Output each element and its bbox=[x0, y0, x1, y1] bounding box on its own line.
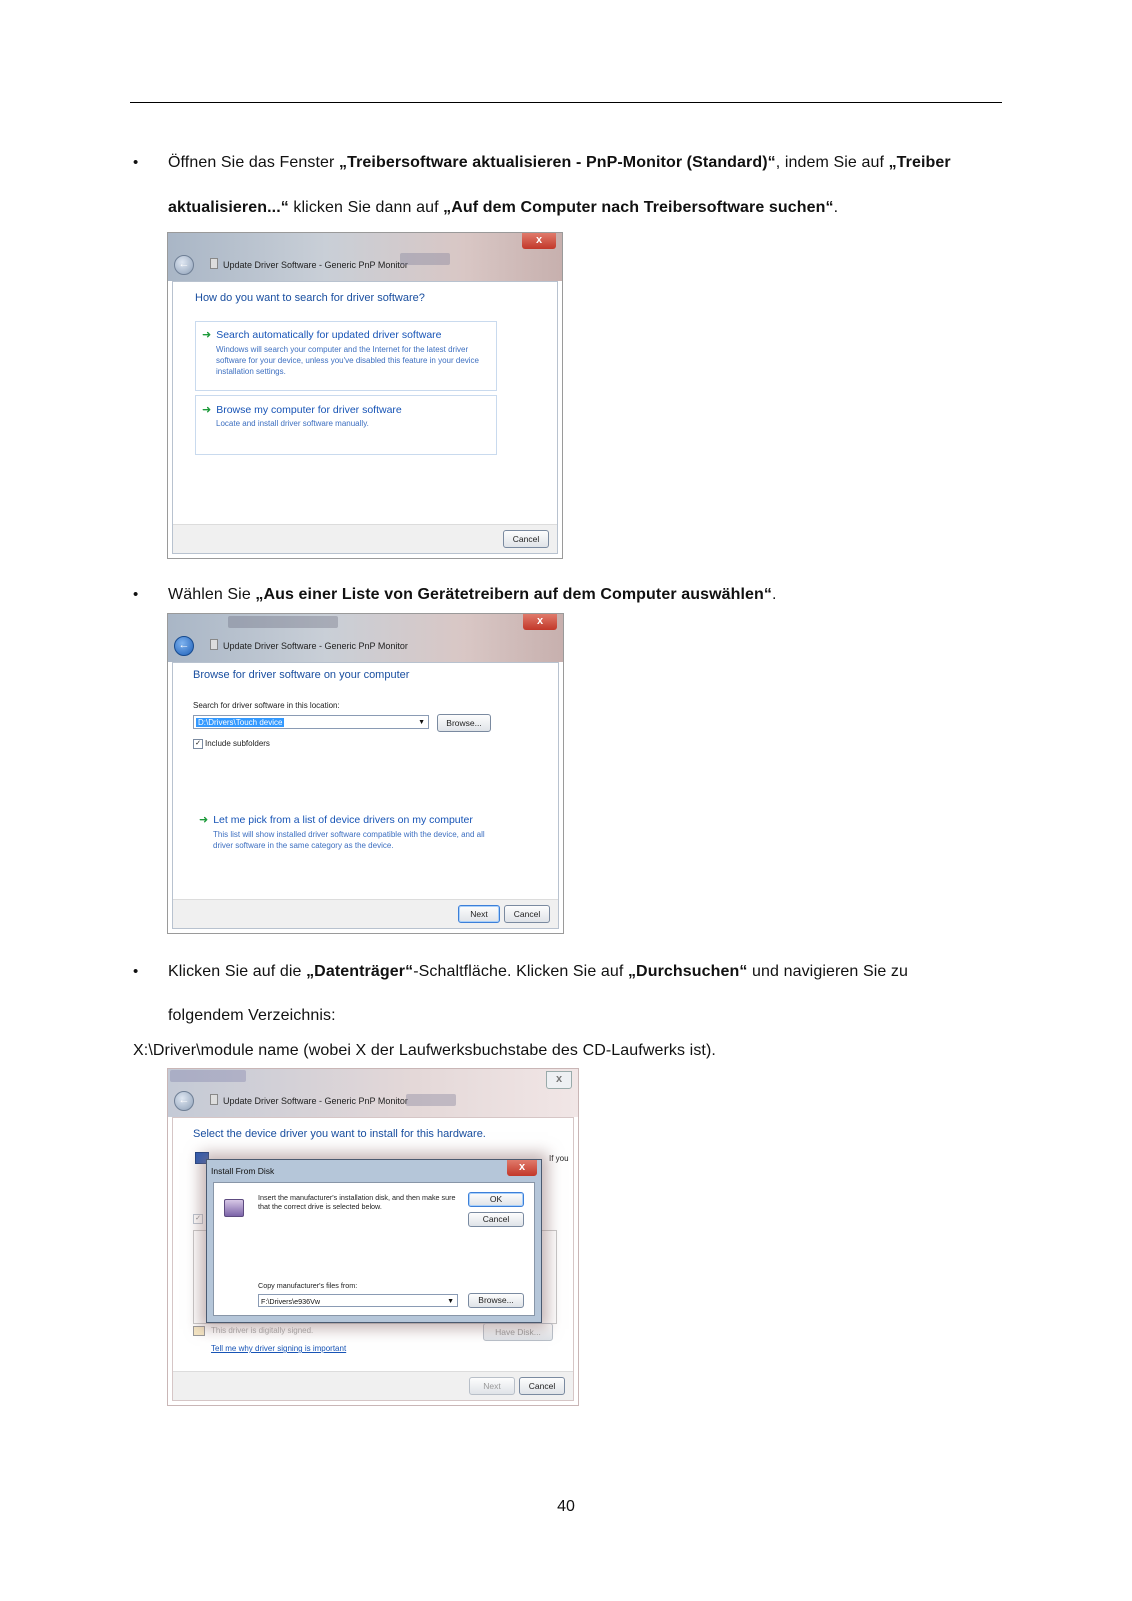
include-subfolders-checkbox[interactable]: ✓ bbox=[193, 739, 203, 749]
footer-bar bbox=[173, 899, 558, 928]
bold-text-run: „Datenträger“ bbox=[306, 963, 414, 980]
bold-text-run: aktualisieren...“ bbox=[168, 199, 289, 216]
option-title: ➜ Search automatically for updated driver software bbox=[202, 329, 442, 341]
dialog-heading: Select the device driver you want to install for this hardware. bbox=[193, 1128, 486, 1140]
close-icon[interactable]: x bbox=[546, 1071, 572, 1089]
text-run: . bbox=[833, 199, 839, 216]
dialog-heading: Browse for driver software on your computer bbox=[193, 669, 410, 681]
bold-text-run: „Auf dem Computer nach Treibersoftware suchen“ bbox=[443, 199, 834, 216]
text-run: folgendem Verzeichnis: bbox=[168, 1007, 336, 1024]
blurred-tab bbox=[400, 253, 450, 265]
window-title: Update Driver Software - Generic PnP Monitor bbox=[210, 1094, 408, 1106]
dropdown-arrow-icon[interactable]: ▼ bbox=[447, 1298, 454, 1305]
screenshot-install-from-disk bbox=[167, 1068, 579, 1406]
page-number: 40 bbox=[557, 1498, 575, 1515]
window-title: Update Driver Software - Generic PnP Monitor bbox=[210, 639, 408, 651]
text-run: Wählen Sie bbox=[168, 586, 256, 603]
top-rule bbox=[130, 102, 1002, 103]
option-browse-computer[interactable] bbox=[195, 395, 497, 455]
green-arrow-icon: ➜ bbox=[202, 329, 212, 341]
signed-driver-text: This driver is digitally signed. bbox=[211, 1326, 314, 1335]
compatible-hardware-checkbox[interactable]: ✓ bbox=[193, 1214, 203, 1224]
cancel-button[interactable]: Cancel bbox=[468, 1212, 524, 1227]
back-arrow-icon[interactable]: ← bbox=[174, 636, 194, 656]
blurred-title bbox=[170, 1070, 246, 1082]
back-arrow-icon[interactable]: ← bbox=[174, 255, 194, 275]
bullet-3: • bbox=[133, 963, 139, 980]
next-button[interactable]: Next bbox=[469, 1377, 515, 1395]
close-icon[interactable]: x bbox=[523, 614, 557, 630]
bold-text-run: „Treibersoftware aktualisieren - PnP-Monitor (Standard)“ bbox=[339, 154, 776, 171]
text-run: klicken Sie dann auf bbox=[288, 199, 444, 216]
screenshot-search-method bbox=[167, 232, 563, 559]
dialog-content bbox=[172, 281, 558, 554]
next-button[interactable]: Next bbox=[458, 905, 500, 923]
pick-from-list-option[interactable]: ➜ Let me pick from a list of device drivers on my computer bbox=[199, 814, 473, 826]
dialog-content bbox=[172, 662, 559, 929]
footer-bar bbox=[173, 1371, 573, 1400]
driver-path-line: X:\Driver\module name (wobei X der Laufwerksbuchstabe des CD-Laufwerks ist). bbox=[133, 1042, 716, 1059]
step-1-line-1 bbox=[168, 152, 951, 174]
back-arrow-icon[interactable]: ← bbox=[174, 1091, 194, 1111]
text-run: -Schaltfläche. Klicken Sie auf bbox=[413, 963, 628, 980]
copy-files-label: Copy manufacturer's files from: bbox=[258, 1281, 358, 1290]
partial-text: If you bbox=[549, 1154, 569, 1163]
ok-button[interactable]: OK bbox=[468, 1192, 524, 1207]
text-run: Öffnen Sie das Fenster bbox=[168, 154, 339, 171]
bold-text-run: „Aus einer Liste von Gerätetreibern auf dem Computer auswählen“ bbox=[255, 586, 773, 603]
option-title: ➜ Browse my computer for driver software bbox=[202, 404, 402, 416]
driver-signing-link[interactable]: Tell me why driver signing is important bbox=[211, 1344, 347, 1353]
blurred-tab bbox=[406, 1094, 456, 1106]
option-description: Windows will search your computer and the Internet for the latest driver software for your device, unless you've disabled this feature in your device installation settings. bbox=[216, 345, 479, 376]
text-run: , indem Sie auf bbox=[775, 154, 889, 171]
bold-text-run: „Durchsuchen“ bbox=[627, 963, 748, 980]
blurred-title bbox=[228, 616, 338, 628]
green-arrow-icon: ➜ bbox=[199, 814, 209, 826]
step-3-line-2 bbox=[168, 1005, 336, 1027]
step-3-line-1 bbox=[168, 961, 908, 983]
close-icon[interactable]: x bbox=[507, 1160, 537, 1176]
device-icon bbox=[210, 258, 218, 269]
bold-text-run: „Treiber bbox=[888, 154, 951, 171]
copy-files-combobox[interactable] bbox=[258, 1294, 458, 1307]
option-search-automatically[interactable] bbox=[195, 321, 497, 391]
driver-path-combobox[interactable] bbox=[193, 715, 429, 729]
include-subfolders-label: Include subfolders bbox=[205, 739, 270, 748]
browse-button[interactable]: Browse... bbox=[437, 714, 491, 732]
green-arrow-icon: ➜ bbox=[202, 404, 212, 416]
screenshot-browse-computer bbox=[167, 613, 564, 934]
signed-driver-icon bbox=[193, 1326, 205, 1336]
insert-disk-text: Insert the manufacturer's installation disk, and then make sure that the correct drive is selected below. bbox=[258, 1193, 456, 1211]
install-from-disk-dialog bbox=[206, 1159, 542, 1323]
dropdown-arrow-icon[interactable]: ▼ bbox=[418, 719, 425, 726]
dialog-body bbox=[213, 1182, 535, 1316]
dialog-title: Install From Disk bbox=[211, 1166, 275, 1176]
pick-from-list-description: This list will show installed driver software compatible with the device, and all driver software in the same category as the device. bbox=[213, 830, 485, 850]
window-chrome bbox=[168, 233, 562, 281]
bullet-2: • bbox=[133, 586, 139, 603]
option-description: Locate and install driver software manually. bbox=[216, 419, 369, 428]
copy-files-value: F:\Drivers\e936Vw bbox=[261, 1297, 321, 1306]
text-run: und navigieren Sie zu bbox=[747, 963, 909, 980]
cancel-button[interactable]: Cancel bbox=[504, 905, 550, 923]
step-1-line-2 bbox=[168, 197, 838, 219]
have-disk-button[interactable]: Have Disk... bbox=[483, 1323, 553, 1341]
footer-bar bbox=[173, 524, 557, 553]
text-run: . bbox=[772, 586, 777, 603]
window-title: Update Driver Software - Generic PnP Monitor bbox=[210, 258, 408, 270]
device-icon bbox=[210, 1094, 218, 1105]
dialog-heading: How do you want to search for driver software? bbox=[195, 292, 425, 304]
cancel-button[interactable]: Cancel bbox=[519, 1377, 565, 1395]
disk-drive-icon bbox=[224, 1199, 244, 1217]
step-2-line-1 bbox=[168, 584, 777, 606]
browse-button[interactable]: Browse... bbox=[468, 1293, 524, 1308]
bullet-1: • bbox=[133, 154, 139, 171]
search-location-label: Search for driver software in this location: bbox=[193, 701, 340, 710]
text-run: Klicken Sie auf die bbox=[168, 963, 307, 980]
device-icon bbox=[210, 639, 218, 650]
close-icon[interactable]: x bbox=[522, 233, 556, 249]
cancel-button[interactable]: Cancel bbox=[503, 530, 549, 548]
path-value: D:\Drivers\Touch device bbox=[198, 718, 283, 727]
